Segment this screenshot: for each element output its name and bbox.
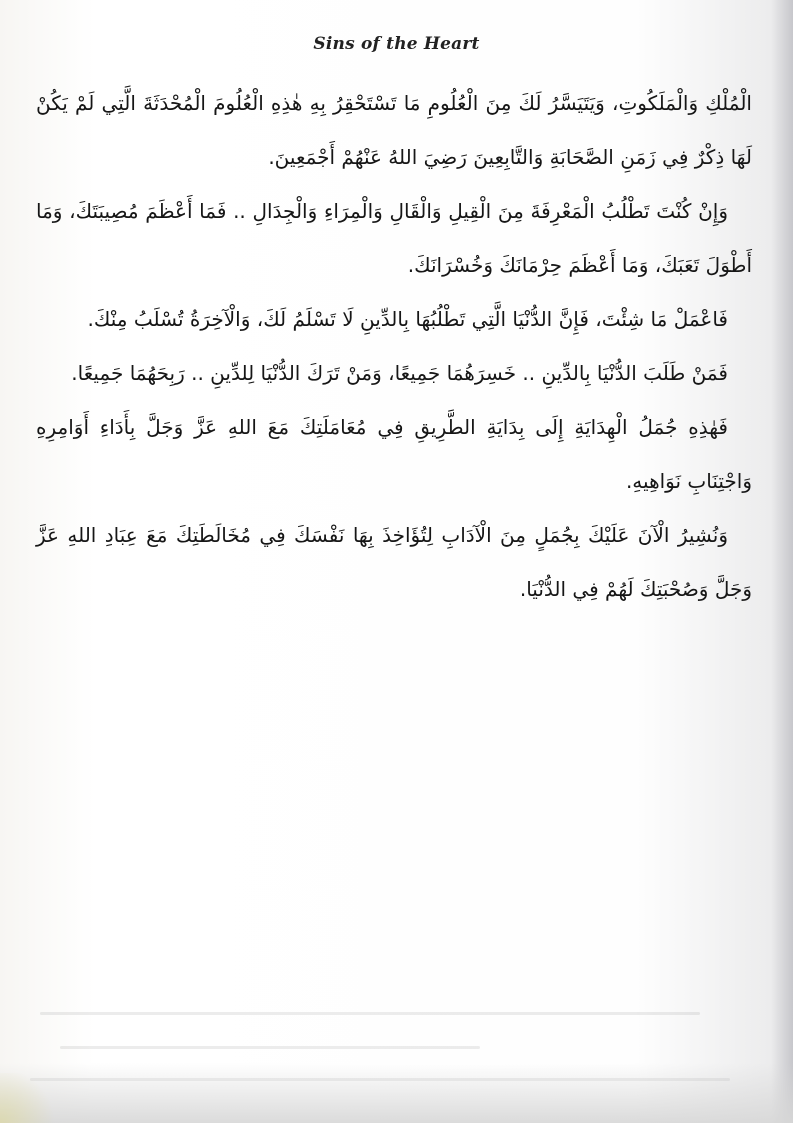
- page-bottom-shadow: [0, 1063, 793, 1123]
- paragraph-2: وَإِنْ كُنْتَ تَطْلُبُ الْمَعْرِفَةَ مِنَ الْقِيلِ وَالْقَالِ وَالْمِرَاءِ وَالْجِدَالِ .. فَمَا أَعْظَمَ مُصِيبَتَكَ، وَمَا أَطْوَلَ تَعَبَكَ، وَمَا أَعْظَمَ حِرْمَانَكَ وَخُسْرَانَكَ.: [36, 199, 752, 277]
- paragraph-3: فَاعْمَلْ مَا شِئْتَ، فَإِنَّ الدُّنْيَا الَّتِي تَطْلُبُهَا بِالدِّينِ لَا تَسْلَمُ لَكَ، وَالْآخِرَةُ تُسْلَبُ مِنْكَ.: [87, 307, 728, 331]
- paragraph-6: وَنُشِيرُ الْآنَ عَلَيْكَ بِجُمَلٍ مِنَ الْآدَابِ لِتُؤَاخِذَ بِهَا نَفْسَكَ فِي مُخَالَطَتِكَ مَعَ عِبَادِ اللهِ عَزَّ وَجَلَّ وَصُحْبَتِكَ لَهُمْ فِي الدُّنْيَا.: [36, 523, 752, 601]
- body-text: [36, 76, 752, 616]
- paragraph-5: فَهٰذِهِ جُمَلُ الْهِدَايَةِ إِلَى بِدَايَةِ الطَّرِيقِ فِي مُعَامَلَتِكَ مَعَ اللهِ عَزَّ وَجَلَّ بِأَدَاءِ أَوَامِرِهِ وَاجْتِنَابِ نَوَاهِيهِ.: [36, 415, 752, 493]
- corner-stain: [0, 1073, 60, 1123]
- paragraph-1: الْمُلْكِ وَالْمَلَكُوتِ، وَيَتَيَسَّرُ لَكَ مِنَ الْعُلُومِ مَا تَسْتَحْقِرُ بِهِ هٰذِهِ الْعُلُومَ الْمُحْدَثَةَ الَّتِي لَمْ يَكُنْ لَهَا ذِكْرٌ فِي زَمَنِ الصَّحَابَةِ وَالتَّابِعِينَ رَضِيَ اللهُ عَنْهُمْ أَجْمَعِينَ.: [36, 91, 752, 169]
- page-edge-shadow: [771, 0, 793, 1123]
- paragraph-4: فَمَنْ طَلَبَ الدُّنْيَا بِالدِّينِ .. خَسِرَهُمَا جَمِيعًا، وَمَنْ تَرَكَ الدُّنْيَا لِلدِّينِ .. رَبِحَهُمَا جَمِيعًا.: [71, 361, 728, 385]
- bleed-through-line: [60, 1046, 480, 1049]
- running-header: Sins of the Heart: [313, 34, 480, 54]
- bleed-through-line: [40, 1012, 700, 1015]
